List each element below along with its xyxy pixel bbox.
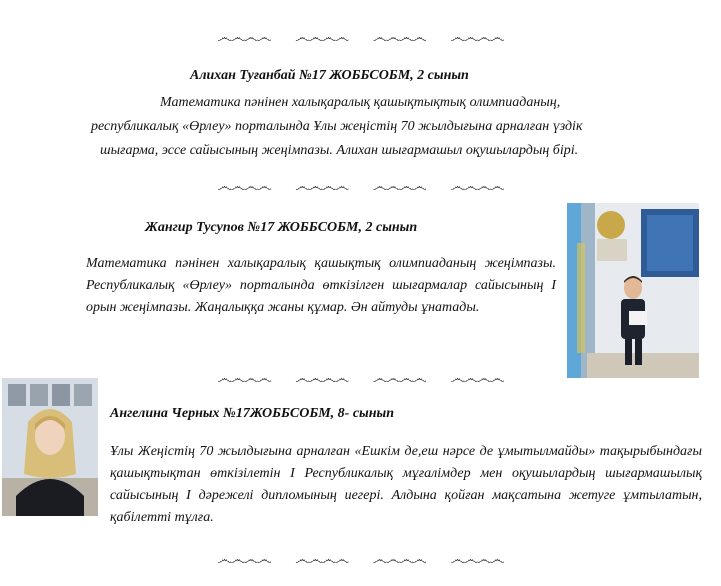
student2-heading: Жангир Тусупов №17 ЖОББСОБМ, 2 сынып [145,220,418,235]
student1-heading: Алихан Туғанбай №17 ЖОББСОБМ, 2 сынып [190,68,469,83]
ornament-divider [0,369,721,387]
ornament-swirl-icon: ෴෴෴෴ [372,177,426,195]
ornament-swirl-icon: ෴෴෴෴ [372,28,426,46]
ornament-swirl-icon: ෴෴෴෴ [450,28,504,46]
ornament-swirl-icon: ෴෴෴෴ [295,550,349,568]
student1-line-1: Математика пәнінен халықаралық қашықтықтық олимпиаданың, [160,95,561,110]
ornament-divider [0,550,721,568]
ornament-swirl-icon: ෴෴෴෴ [295,177,349,195]
ornament-divider [0,28,721,46]
ornament-swirl-icon: ෴෴෴෴ [372,550,426,568]
student1-line-2: республикалық «Өрлеу» порталында Ұлы жеңістің 70 жылдығына арналған үздік [91,119,583,134]
girl-photo-illustration [2,378,98,516]
ornament-swirl-icon: ෴෴෴෴ [217,28,271,46]
student2-photo [567,203,699,378]
ornament-swirl-icon: ෴෴෴෴ [450,550,504,568]
ornament-swirl-icon: ෴෴෴෴ [217,177,271,195]
student1-line-3: шығарма, эссе сайысының жеңімпазы. Алихан шығармашыл оқушылардың бірі. [100,143,579,158]
boy-photo-illustration [567,203,699,378]
student3-paragraph: Ұлы Жеңістің 70 жылдығына арналған «Ешкім де,еш нәрсе де ұмытылмайды» тақырыбындағы қашықтықтан өткізілетін I Республикалық мұғалімдер мен оқушылардың шығармашылық сайысының I дәрежелі дипломының иегері. Алдына қойған мақсатына жетуге ұмтылатын, қабілетті тұлға. [110,444,702,525]
ornament-swirl-icon: ෴෴෴෴ [217,550,271,568]
student3-heading: Ангелина Черных №17ЖОББСОБМ, 8- сынып [110,406,395,421]
ornament-divider [0,177,721,195]
ornament-swirl-icon: ෴෴෴෴ [372,369,426,387]
student2-paragraph: Математика пәнінен халықаралық қашықтық олимпиаданың жеңімпазы. Республикалық «Өрлеу» порталында өткізілген шығармалар сайысының I орын жеңімпазы. Жаңалыққа жаны құмар. Ән айтуды ұнатады. [86,256,556,315]
student3-photo [2,378,98,516]
ornament-swirl-icon: ෴෴෴෴ [217,369,271,387]
ornament-swirl-icon: ෴෴෴෴ [295,369,349,387]
ornament-swirl-icon: ෴෴෴෴ [295,28,349,46]
ornament-swirl-icon: ෴෴෴෴ [450,369,504,387]
ornament-swirl-icon: ෴෴෴෴ [450,177,504,195]
